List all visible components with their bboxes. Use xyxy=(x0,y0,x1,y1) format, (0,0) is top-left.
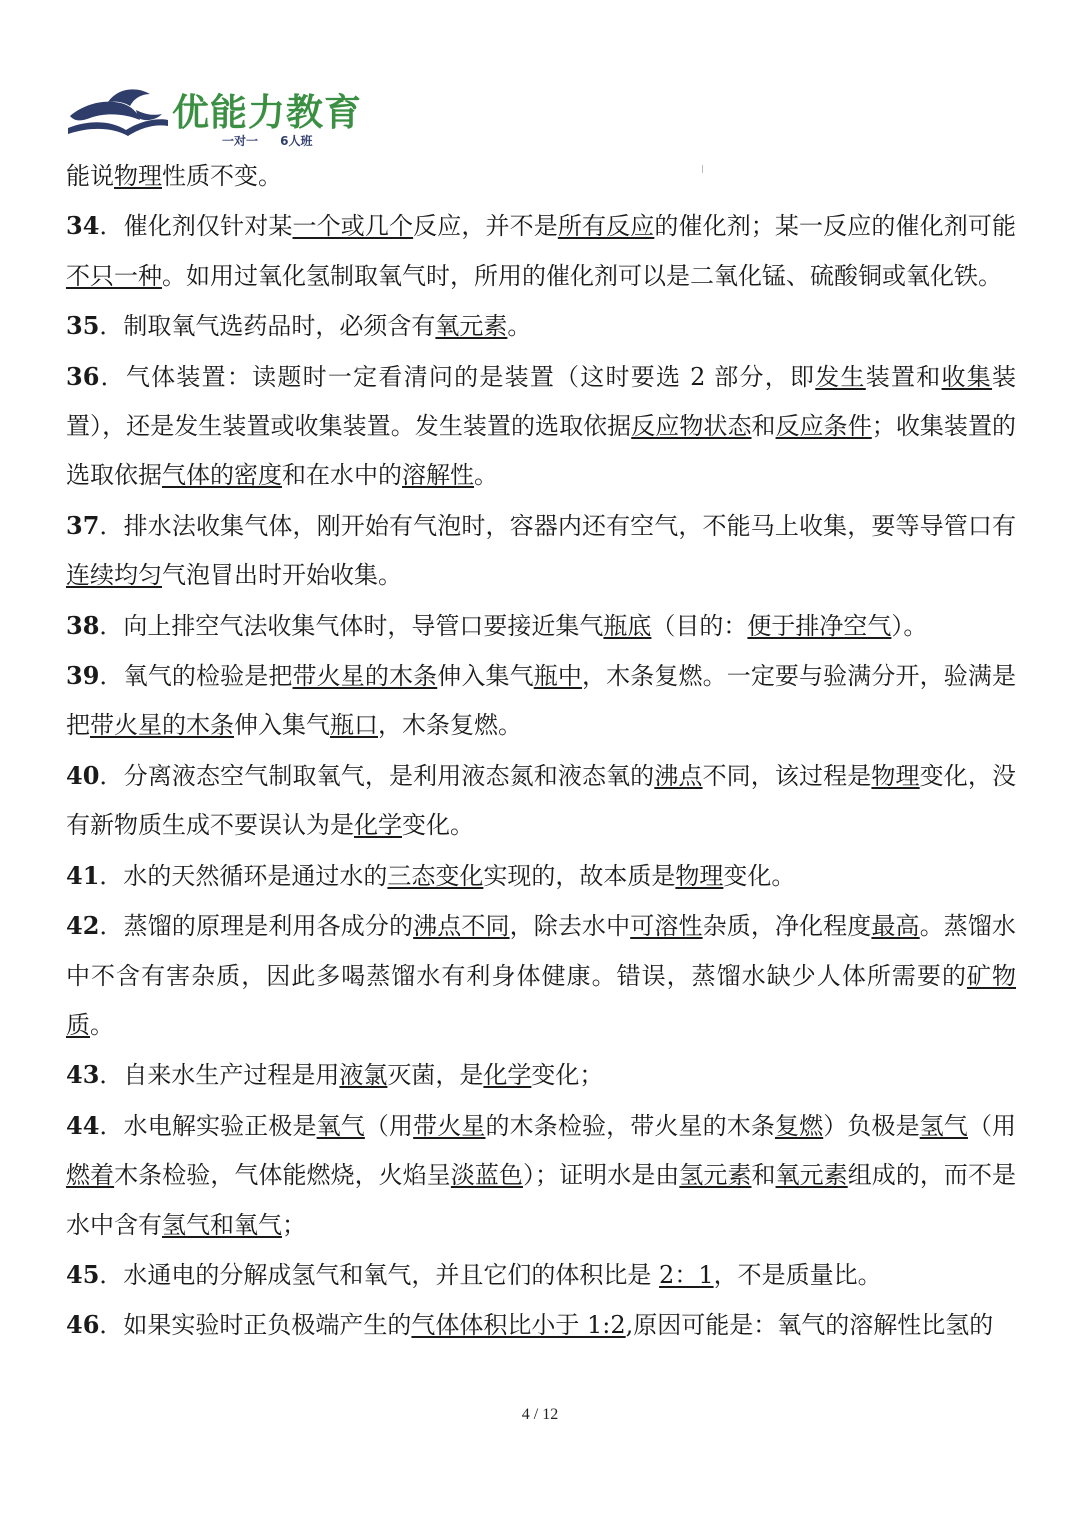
underlined-answer: 复燃 xyxy=(774,1111,824,1140)
text-segment: 和 xyxy=(751,1161,776,1190)
text-segment: ．氧气的检验是把 xyxy=(99,662,293,691)
item-number: 46 xyxy=(66,1310,100,1340)
item-35 xyxy=(66,301,1016,351)
underlined-answer: 淡蓝色 xyxy=(450,1161,523,1190)
text-segment: 和在水中的 xyxy=(282,461,402,490)
text-segment: ．水通电的分解成氢气和氧气，并且它们的体积比是 xyxy=(99,1260,660,1289)
item-40 xyxy=(66,751,1016,851)
item-number: 35 xyxy=(66,311,100,341)
text-segment: 组成的，而不是水中含有 xyxy=(66,1161,1017,1239)
text-segment: （用 xyxy=(967,1111,1017,1140)
brand-subtitle: 一对一 6人班 xyxy=(222,134,313,148)
text-segment: ，木条复燃。一定要与验满分开，验满是把 xyxy=(66,662,1017,740)
text-segment: 反应，并不是 xyxy=(413,212,558,241)
page-number: 4 / 12 xyxy=(521,1406,559,1423)
item-39 xyxy=(66,651,1016,751)
item-continued xyxy=(66,152,1016,201)
underlined-answer: 溶解性 xyxy=(402,461,474,490)
document-body xyxy=(66,152,1016,1351)
text-segment: ．分离液态空气制取氧气，是利用液态氮和液态氧的 xyxy=(99,761,655,790)
text-segment: ．水的天然循环是通过水的 xyxy=(99,861,388,890)
text-segment: 伸入集气 xyxy=(234,711,330,740)
underlined-answer: 便于排净空气 xyxy=(747,611,892,640)
underlined-answer: 气体体积比小于 1:2 xyxy=(411,1311,626,1340)
underlined-answer: 氢元素 xyxy=(679,1161,752,1190)
underlined-answer: 2：1 xyxy=(659,1260,714,1289)
underlined-answer: 液氯 xyxy=(339,1061,388,1090)
item-43 xyxy=(66,1050,1016,1100)
underlined-answer: 三态变化 xyxy=(387,861,484,890)
item-number: 44 xyxy=(66,1110,100,1140)
text-segment: 气泡冒出时开始收集。 xyxy=(162,561,402,590)
text-segment: 。如用过氧化氢制取氧气时，所用的催化剂可以是二氧化锰、硫酸铜或氧化铁。 xyxy=(162,261,1002,290)
item-number: 41 xyxy=(66,860,100,890)
text-segment: 杂质，净化程度 xyxy=(702,912,872,941)
underlined-answer: 收集 xyxy=(941,362,993,391)
underlined-answer: 物理 xyxy=(871,761,920,790)
text-segment: ．自来水生产过程是用 xyxy=(99,1061,340,1090)
text-segment: 伸入集气 xyxy=(437,662,534,691)
text-segment: 木条检验，气体能燃烧，火焰呈 xyxy=(114,1161,451,1190)
text-segment: ．水电解实验正极是 xyxy=(99,1111,317,1140)
item-number: 34 xyxy=(66,211,100,241)
text-segment: ）负极是 xyxy=(823,1111,920,1140)
text-segment: ．催化剂仅针对某 xyxy=(99,212,293,241)
text-segment: 灭菌，是 xyxy=(387,1061,484,1090)
text-segment: ．向上排空气法收集气体时，导管口要接近集气 xyxy=(99,611,604,640)
text-segment: ．如果实验时正负极端产生的 xyxy=(99,1311,412,1340)
item-number: 45 xyxy=(66,1259,100,1289)
underlined-answer: 化学 xyxy=(354,811,402,840)
text-segment: ，木条复燃。 xyxy=(378,711,522,740)
item-37 xyxy=(66,501,1016,601)
item-number: 39 xyxy=(66,661,100,691)
text-segment: ； xyxy=(282,1210,306,1239)
item-36 xyxy=(66,352,1016,501)
text-segment: （目的： xyxy=(651,611,748,640)
text-segment: 。 xyxy=(474,461,498,490)
item-number: 37 xyxy=(66,510,100,540)
underlined-answer: 可溶性 xyxy=(630,912,703,941)
underlined-answer: 沸点不同 xyxy=(413,912,510,941)
text-segment: 变化。 xyxy=(402,811,474,840)
underlined-answer: 氧气 xyxy=(316,1111,365,1140)
item-38 xyxy=(66,601,1016,651)
item-number: 43 xyxy=(66,1060,100,1090)
item-number: 42 xyxy=(66,911,100,941)
underlined-answer: 带火星 xyxy=(413,1111,486,1140)
text-segment: 性质不变。 xyxy=(162,162,282,190)
text-segment: 实现的，故本质是 xyxy=(483,861,676,890)
underlined-answer: 最高 xyxy=(871,912,920,941)
text-segment: 不同，该过程是 xyxy=(702,761,872,790)
item-number: 38 xyxy=(66,610,100,640)
underlined-answer: 矿物质 xyxy=(66,961,1017,1039)
text-segment: 能说 xyxy=(66,162,114,190)
underlined-answer: 沸点 xyxy=(654,761,703,790)
text-segment: 。 xyxy=(507,312,532,341)
text-segment: ．制取氧气选药品时，必须含有 xyxy=(99,312,436,341)
item-number: 36 xyxy=(66,361,100,391)
item-44 xyxy=(66,1101,1016,1250)
text-segment: ，不是质量比。 xyxy=(713,1260,882,1289)
item-45 xyxy=(66,1250,1016,1300)
text-segment: 变化。 xyxy=(723,861,796,890)
text-segment: ）。 xyxy=(891,611,928,640)
text-segment: 的催化剂；某一反应的催化剂可能 xyxy=(654,212,1017,241)
underlined-answer: 瓶口 xyxy=(330,711,378,740)
item-46 xyxy=(66,1300,1016,1350)
text-segment: 。 xyxy=(90,1010,114,1039)
underlined-answer: 瓶底 xyxy=(603,611,652,640)
underlined-answer: 一个或几个 xyxy=(292,212,414,241)
underlined-answer: 氢气 xyxy=(919,1111,968,1140)
underlined-answer: 物理 xyxy=(675,861,724,890)
text-segment: ,原因可能是：氧气的溶解性比氢的 xyxy=(625,1311,994,1340)
underlined-answer: 带火星的木条 xyxy=(90,711,234,740)
underlined-answer: 氧元素 xyxy=(435,312,508,341)
item-42 xyxy=(66,901,1016,1050)
underlined-answer: 燃着 xyxy=(66,1161,115,1190)
text-segment: （用 xyxy=(364,1111,414,1140)
item-41 xyxy=(66,851,1016,901)
page-header xyxy=(66,80,386,150)
underlined-answer: 氢气和氧气 xyxy=(162,1210,282,1239)
underlined-answer: 所有反应 xyxy=(557,212,655,241)
brand-name: 优能力教育 xyxy=(172,91,362,134)
text-segment: ；收集装置的选取依据 xyxy=(66,412,1017,490)
underlined-answer: 物理 xyxy=(114,162,162,190)
item-number: 40 xyxy=(66,760,100,790)
text-segment: 装置和 xyxy=(865,362,942,391)
underlined-answer: 反应物状态 xyxy=(631,412,752,441)
text-segment: ，除去水中 xyxy=(509,912,631,941)
text-segment: ．排水法收集气体，刚开始有气泡时，容器内还有空气，不能马上收集，要等导管口有 xyxy=(99,511,1016,540)
underlined-answer: 带火星的木条 xyxy=(292,662,438,691)
text-segment: 。蒸馏水中不含有害杂质，因此多喝蒸馏水有利身体健康。错误，蒸馏水缺少人体所需要的 xyxy=(66,912,1017,990)
underlined-answer: 连续均匀 xyxy=(66,561,162,590)
text-segment: ．气体装置：读题时一定看清问的是装置（这时要选 2 部分，即 xyxy=(99,362,816,391)
underlined-answer: 化学 xyxy=(483,1061,532,1090)
text-segment: 变化，没有新物质生成不要误认为是 xyxy=(66,761,1017,840)
open-book-dolphin-icon xyxy=(66,80,170,150)
underlined-answer: 气体的密度 xyxy=(162,461,282,490)
text-segment: 变化； xyxy=(531,1061,604,1090)
underlined-answer: 瓶中 xyxy=(533,662,582,691)
item-34 xyxy=(66,201,1016,301)
text-segment: ．蒸馏的原理是利用各成分的 xyxy=(99,912,414,941)
underlined-answer: 氧元素 xyxy=(775,1161,848,1190)
text-segment: 和 xyxy=(751,412,776,441)
underlined-answer: 发生 xyxy=(815,362,866,391)
underlined-answer: 反应条件 xyxy=(775,412,872,441)
text-segment: 装置），还是发生装置或收集装置。发生装置的选取依据 xyxy=(66,362,1017,441)
underlined-answer: 不只一种 xyxy=(66,261,162,290)
text-segment: ）；证明水是由 xyxy=(522,1161,680,1190)
text-segment: 的木条检验，带火星的木条 xyxy=(485,1111,775,1140)
